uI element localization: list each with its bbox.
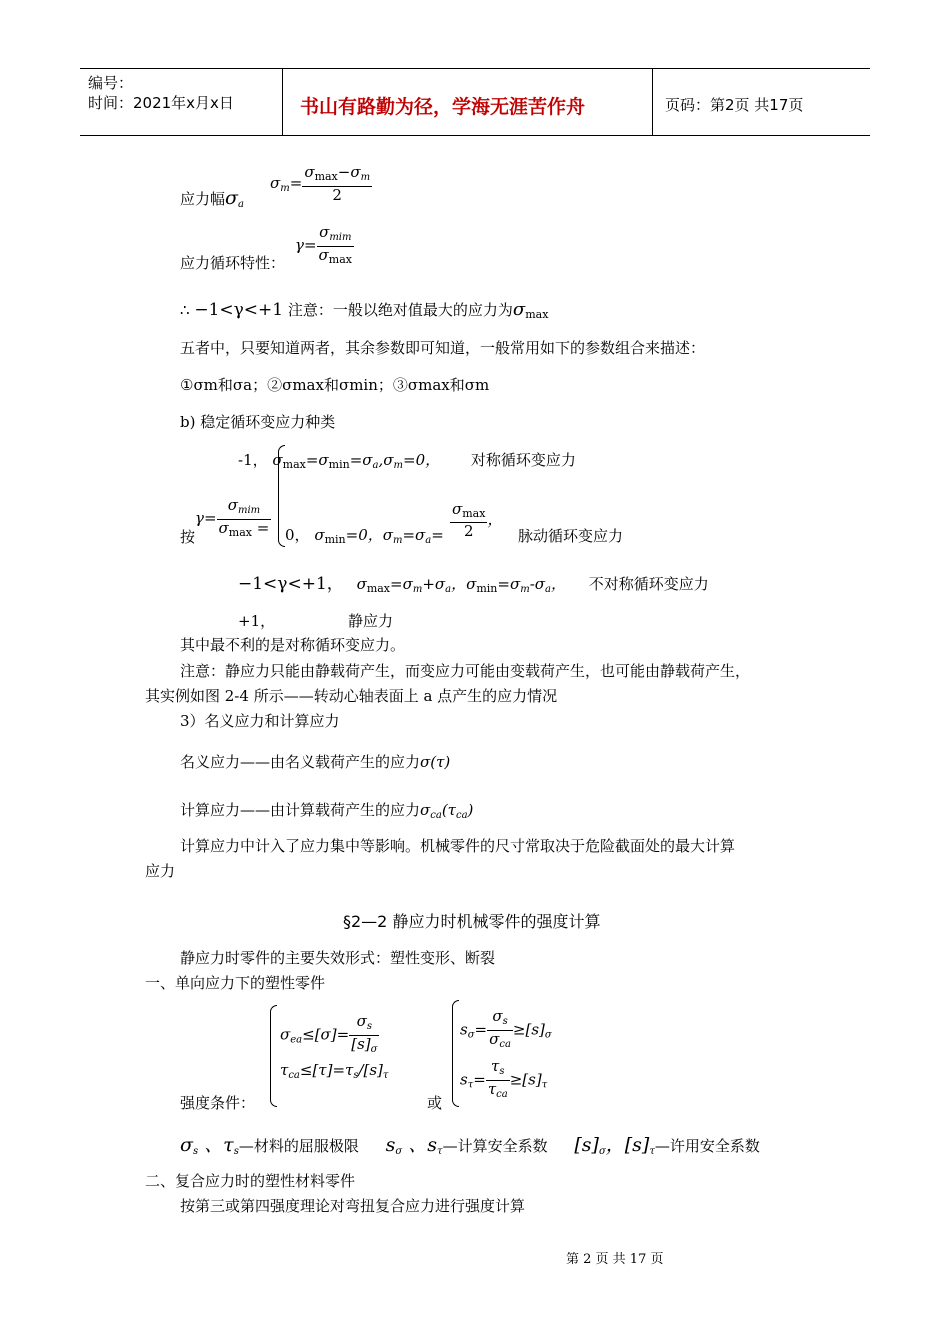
cycle-label: 应力循环特性： bbox=[180, 254, 286, 272]
calc-note-2: 应力 bbox=[145, 862, 176, 880]
case1-gamma: -1， bbox=[238, 451, 268, 469]
nominal-symbol: σ(τ) bbox=[420, 753, 451, 771]
nominal-stress bbox=[180, 752, 450, 772]
header-number: 编号： bbox=[88, 74, 134, 92]
strength-condition-label: 强度条件： bbox=[180, 1094, 256, 1112]
case2-name: 脉动循环变应力 bbox=[518, 527, 624, 545]
strength-brace-right bbox=[452, 1000, 459, 1107]
section-two-title: 二、复合应力时的塑性材料零件 bbox=[145, 1172, 356, 1190]
s-sigma-condition: $s_\sigma=$ $\frac{\sigma_s}{\sigma_{ca}}$ $\ge[s]_\sigma$ bbox=[460, 1007, 552, 1050]
allowable-definition: —许用安全系数 bbox=[654, 1137, 760, 1155]
yield-definition: —材料的屈服极限 bbox=[238, 1137, 359, 1155]
header-time: 时间：2021年x月x日 bbox=[88, 94, 234, 112]
five-params-text: 五者中，只要知道两者，其余参数即可知道，一般常用如下的参数组合来描述： bbox=[180, 339, 706, 357]
tau-condition: $\tau_{ca}\le[\tau]=\tau_s/[s]_\tau$ bbox=[280, 1061, 389, 1081]
gamma-formula: γ= $\frac{\sigma_{mim}}{\sigma_{max}}$ bbox=[295, 223, 352, 266]
case-asymmetric bbox=[238, 574, 709, 600]
note-max-text: 注意：一般以绝对值最大的应力为 bbox=[287, 301, 513, 319]
case4-gamma: +1， bbox=[238, 612, 276, 630]
case4-name: 静应力 bbox=[348, 612, 394, 630]
safety-symbols: $s_\sigma$ 、$s_\tau$ bbox=[385, 1134, 443, 1157]
case2-fraction: $\frac{\sigma_{max}}{2}$ ， bbox=[452, 500, 503, 540]
range-line bbox=[180, 300, 548, 325]
sigma-m-formula: $\sigma_m=$ $\frac{\sigma_{max}-\sigma_m}{2}$ bbox=[270, 163, 371, 204]
nominal-text: 名义应力——由名义载荷产生的应力 bbox=[180, 753, 421, 771]
header-divider-left bbox=[282, 68, 283, 135]
case3-name: 不对称循环变应力 bbox=[588, 575, 709, 593]
header-motto: 书山有路勤为径，学海无涯苦作舟 bbox=[300, 96, 586, 118]
footer-page-number: 第 2 页 共 17 页 bbox=[566, 1252, 664, 1267]
case-symmetric bbox=[238, 450, 576, 476]
case1-name: 对称循环变应力 bbox=[470, 451, 576, 469]
static-note-2: 其实例如图 2-4 所示——转动心轴表面上 a 点产生的应力情况 bbox=[145, 687, 558, 705]
section-title: §2—2 静应力时机械零件的强度计算 bbox=[343, 912, 601, 931]
static-note-1: 注意：静应力只能由静载荷产生，而变应力可能由变载荷产生，也可能由静载荷产生， bbox=[180, 662, 751, 680]
sigma-max-symbol: σmax bbox=[512, 299, 549, 321]
or-text: 或 bbox=[427, 1094, 443, 1112]
gamma-formula-2: γ= $\frac{\sigma_{mim}}{\sigma_{max} =}$ bbox=[195, 496, 270, 539]
header-bottom-rule bbox=[80, 135, 870, 136]
safety-definition: —计算安全系数 bbox=[442, 1137, 548, 1155]
header-top-rule bbox=[80, 68, 870, 69]
case-pulsating bbox=[285, 525, 444, 551]
case1-formula: $\sigma_{max}=\sigma_{min}=\sigma_a,\sigma_m=0$， bbox=[272, 451, 441, 471]
stable-cycle-title: b) 稳定循环变应力种类 bbox=[180, 413, 336, 431]
calc-symbol: $\sigma_{ca}(\tau_{ca})$ bbox=[420, 801, 474, 821]
case2-gamma: 0， bbox=[285, 526, 310, 544]
header-divider-right bbox=[652, 68, 653, 135]
definitions-line bbox=[180, 1135, 760, 1162]
sigma-condition: $\sigma_{ea}\le[\sigma]=$ $\frac{\sigma_s}{[s]_\sigma}$ bbox=[280, 1012, 378, 1055]
third-fourth-theory: 按第三或第四强度理论对弯扭复合应力进行强度计算 bbox=[180, 1197, 526, 1215]
press-label: 按 bbox=[180, 528, 196, 546]
param-combos: ①σm和σa；②σmax和σmin；③σmax和σm bbox=[180, 376, 490, 394]
calc-note-1: 计算应力中计入了应力集中等影响。机械零件的尺寸常取决于危险截面处的最大计算 bbox=[180, 837, 736, 855]
calc-text: 计算应力——由计算载荷产生的应力 bbox=[180, 801, 421, 819]
yield-symbols: $\sigma_s$ 、$\tau_s$ bbox=[180, 1134, 239, 1157]
failure-modes: 静应力时零件的主要失效形式：塑性变形、断裂 bbox=[180, 949, 496, 967]
strength-brace-left bbox=[270, 1005, 277, 1107]
case3-formula: $\sigma_{max}=\sigma_m+\sigma_a$，$\sigma_{min}=\sigma_m-\sigma_a$， bbox=[356, 575, 566, 595]
section-one-title: 一、单向应力下的塑性零件 bbox=[145, 974, 326, 992]
calc-stress bbox=[180, 800, 473, 826]
sigma-a-symbol: $\sigma_a$ bbox=[225, 187, 244, 210]
allowable-symbols: $[s]_\sigma$，$[s]_\tau$ bbox=[574, 1134, 655, 1157]
amplitude-label bbox=[180, 188, 244, 215]
worst-case-text: 其中最不利的是对称循环变应力。 bbox=[180, 636, 406, 654]
header-page-info: 页码：第2页 共17页 bbox=[665, 96, 804, 114]
gamma-range: −1<γ<+1 bbox=[194, 300, 284, 320]
case2-formula: $\sigma_{min}=0$，$\sigma_m=\sigma_a=$ bbox=[314, 526, 444, 546]
section3-title: 3）名义应力和计算应力 bbox=[180, 712, 340, 730]
case3-gamma: −1<γ<+1， bbox=[238, 574, 344, 594]
amplitude-text: 应力幅 bbox=[180, 190, 226, 208]
s-tau-condition: $s_\tau=$ $\frac{\tau_s}{\tau_{ca}}$ $\ge[s]_\tau$ bbox=[460, 1057, 548, 1100]
therefore-symbol: ∴ bbox=[180, 301, 190, 319]
